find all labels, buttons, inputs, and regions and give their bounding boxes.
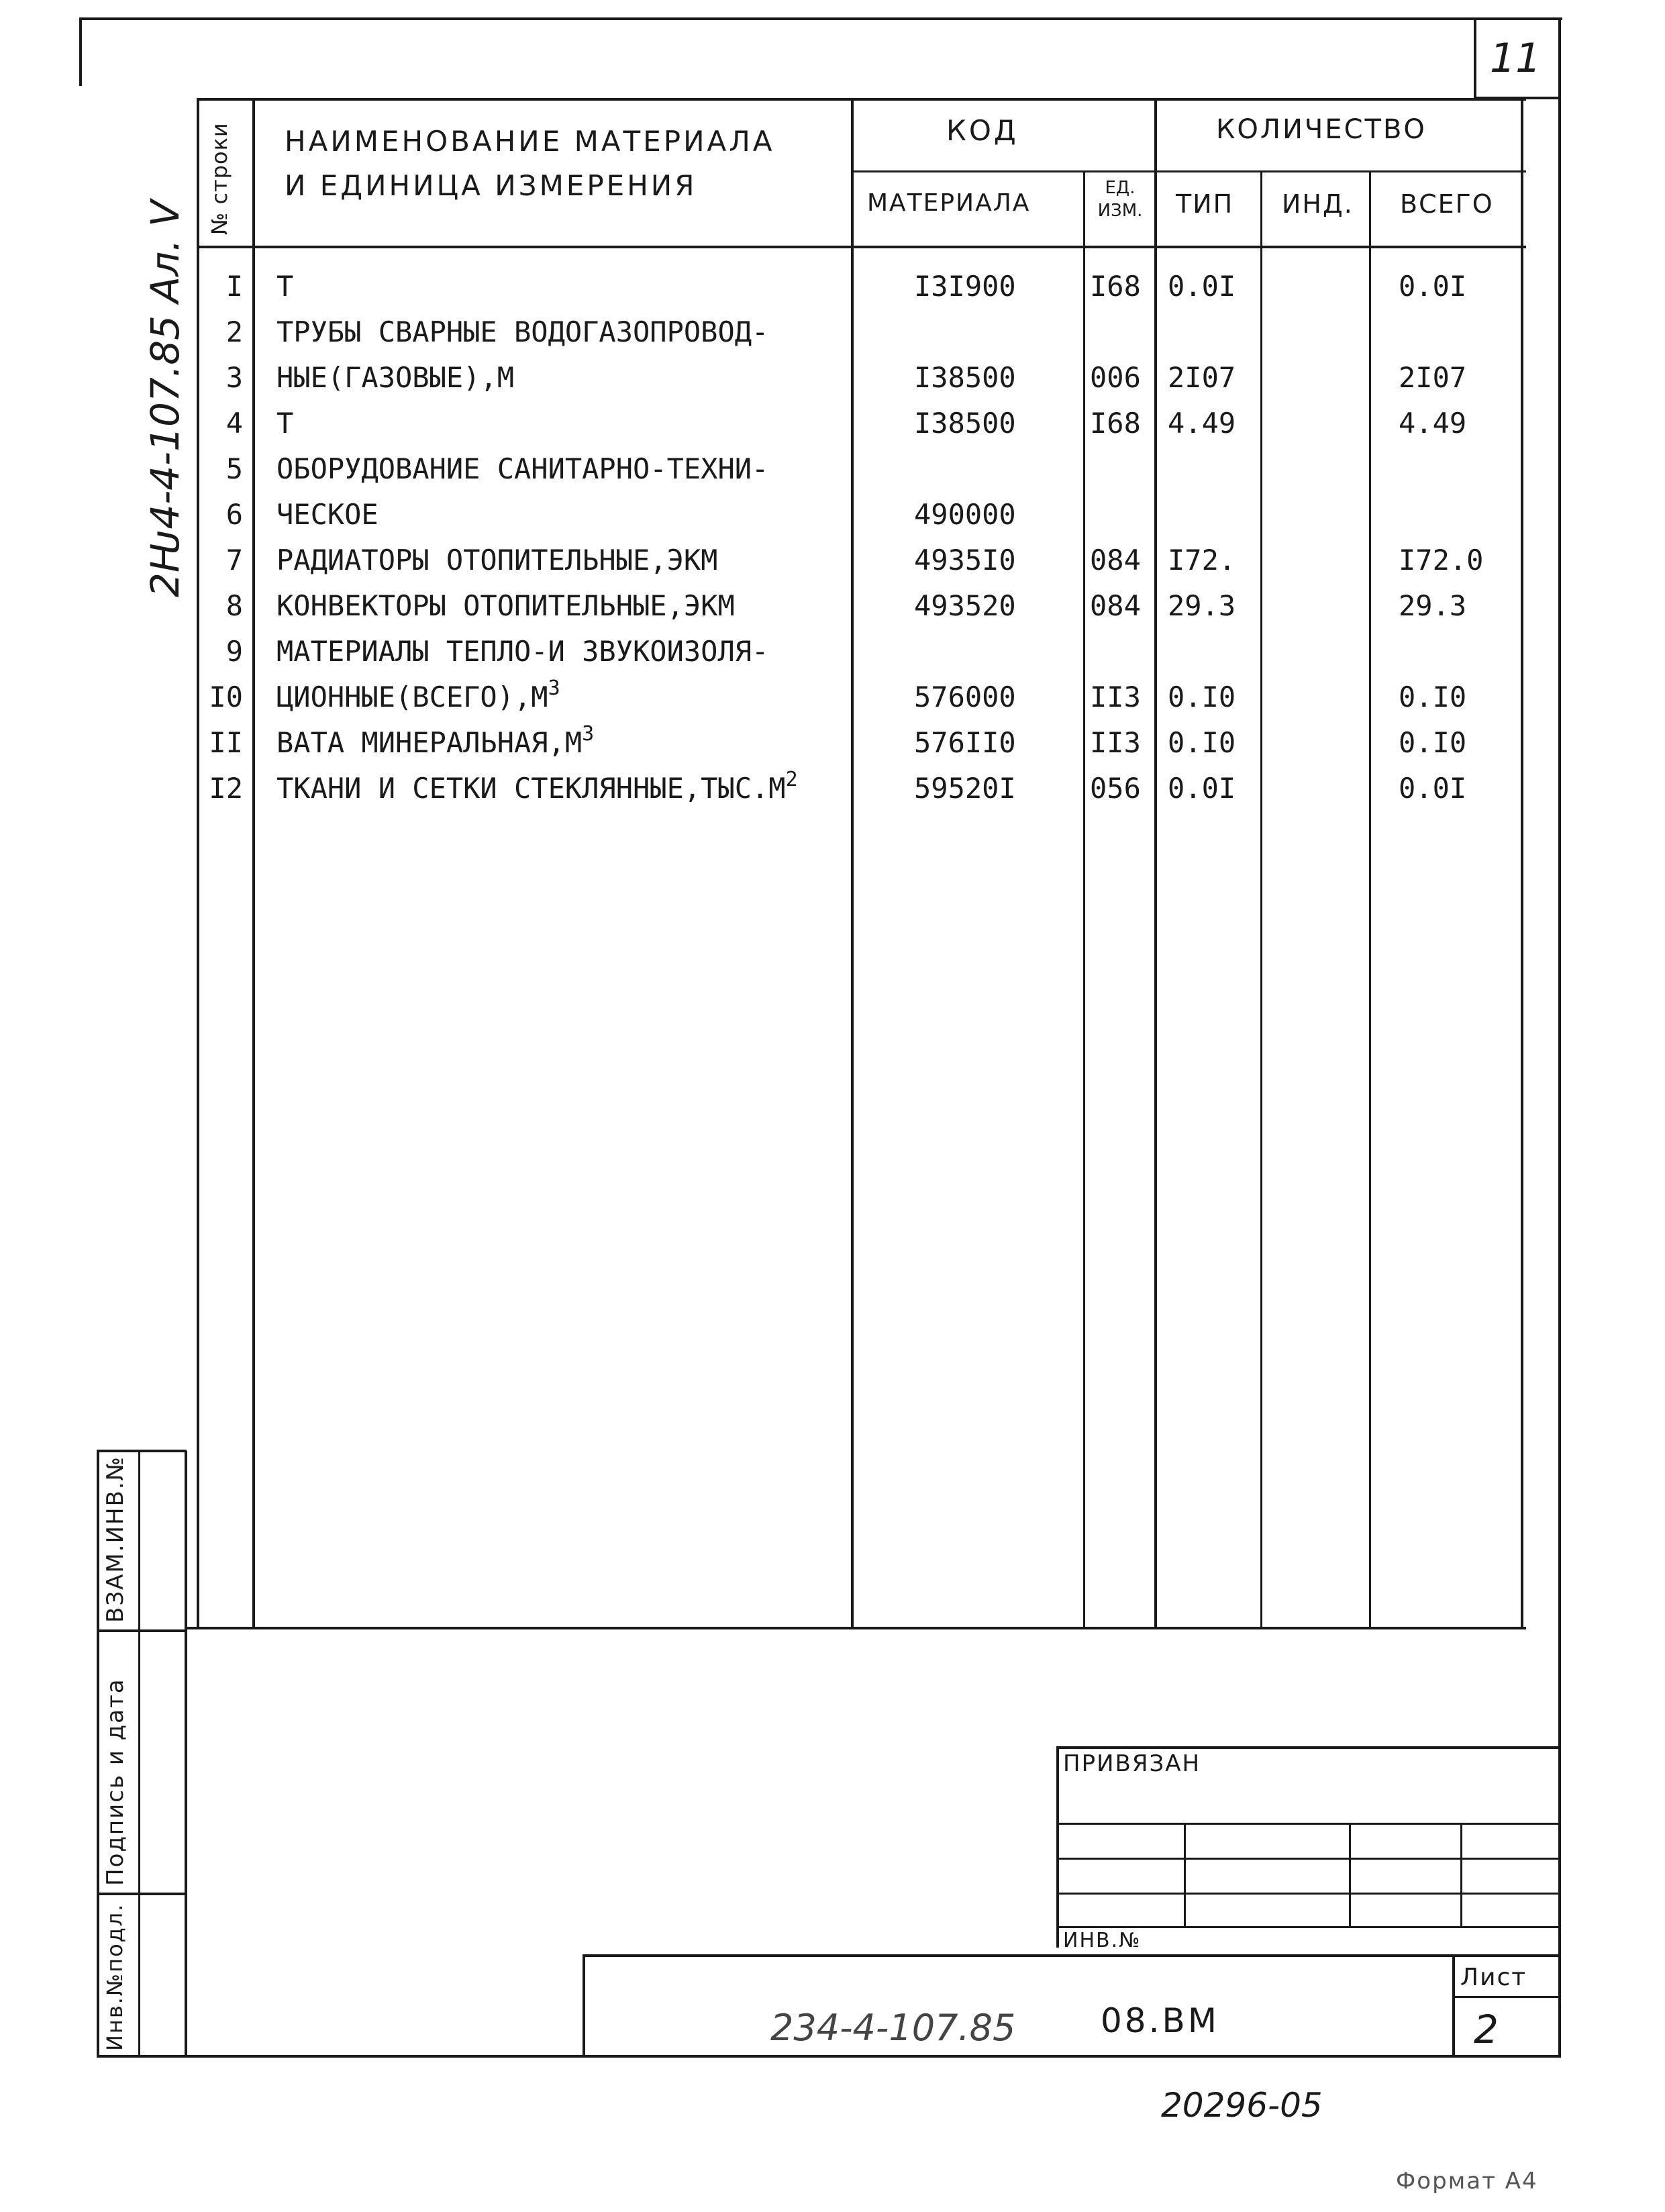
sheet-corner-number: 11 [1490,35,1542,82]
row-number: 5 [225,452,243,485]
col-line-code-qty [1154,98,1157,1628]
row-qty-type: 4.49 [1168,407,1236,440]
row-name [276,264,293,309]
outer-frame-right [1558,17,1561,2058]
stamp-cell-signature: Подпись и дата [102,1678,129,1886]
col-line-rownum [252,98,255,1628]
row-qty-type: 0.I0 [1168,726,1236,759]
row-name-superscript: 3 [582,722,595,746]
stamp-line-2 [97,1629,187,1632]
row-name [276,493,379,537]
row-name [276,538,717,583]
tb-document-code: 08.ВМ [1101,2001,1219,2040]
row-qty-total: 4.49 [1399,407,1467,440]
row-number: II [209,726,243,759]
row-material-code: 576000 [914,681,1016,713]
row-qty-total: I72.0 [1399,544,1484,576]
row-unit-code: II3 [1090,681,1141,713]
row-unit-code: 006 [1090,361,1141,394]
row-material-code: 4935I0 [914,544,1016,576]
row-name [276,630,768,674]
row-number: I0 [209,681,243,713]
tb-document-number: 234-4-107.85 [770,2007,1016,2049]
row-unit-code: 084 [1090,589,1141,622]
col-line-code-unit [1083,170,1085,1628]
row-name [276,401,293,446]
tb-sheet-left [1452,1954,1455,2056]
row-qty-total: 0.I0 [1399,681,1467,713]
row-name [276,675,560,719]
row-qty-type: 0.0I [1168,772,1236,805]
row-name-text: ТКАНИ И СЕТКИ СТЕКЛЯННЫЕ,ТЫС.М [276,772,786,805]
table-bottom-line [185,1627,1526,1629]
row-material-code: 490000 [914,498,1016,531]
row-name-text: ЦИОННЫЕ(ВСЕГО),М [276,681,548,713]
row-material-code: 493520 [914,589,1016,622]
margin-document-note: 2Ԋ4-4-107.85 Ал. V [142,200,188,597]
tb-inventory-label: ИНВ.№ [1063,1929,1142,1952]
row-name-text: НЫЕ(ГАЗОВЫЕ),М [276,361,515,394]
tb-attached-label: ПРИВЯЗАН [1063,1750,1201,1777]
row-qty-type: 0.I0 [1168,681,1236,713]
header-quantity: КОЛИЧЕСТВО [1216,114,1427,145]
row-unit-code: 056 [1090,772,1141,805]
row-number: 8 [225,589,243,622]
row-number: 3 [225,361,243,394]
tb-line-3 [1056,1893,1560,1895]
row-number: 7 [225,544,243,576]
row-name-superscript: 3 [548,676,560,700]
col-line-type-ind [1260,170,1262,1628]
row-unit-code: 084 [1090,544,1141,576]
row-number: 6 [225,498,243,531]
stamp-bottom-line [97,2055,1560,2058]
format-label: Формат А4 [1396,2168,1538,2195]
tb-line-4 [1056,1926,1560,1928]
row-name [276,584,735,628]
row-qty-total: 29.3 [1399,589,1467,622]
outer-frame-top [79,17,1562,20]
col-line-right [1521,98,1523,1628]
tb-grid-col-1 [1184,1823,1186,1926]
tb-main-left [583,1954,585,2056]
outer-frame-left [79,19,82,86]
row-name-superscript: 2 [785,768,798,791]
row-name-text: КОНВЕКТОРЫ ОТОПИТЕЛЬНЫЕ,ЭКМ [276,589,735,622]
row-qty-total: 0.0I [1399,270,1467,303]
footer-inventory-number: 20296-05 [1161,2086,1323,2125]
corner-box-left [1474,17,1476,98]
row-name-text: ТРУБЫ СВАРНЫЕ ВОДОГАЗОПРОВОД- [276,315,769,348]
row-material-code: I38500 [914,407,1016,440]
header-bottom-line [197,246,1526,248]
row-number: 2 [225,315,243,348]
stamp-cell-replacement: ВЗАМ.ИНВ.№ [102,1455,129,1623]
row-name-text: МАТЕРИАЛЫ ТЕПЛО-И ЗВУКОИЗОЛЯ- [276,635,769,668]
header-code: КОД [946,114,1019,147]
tb-attached-top [1056,1746,1560,1749]
row-name [276,447,768,491]
row-qty-type: 0.0I [1168,270,1236,303]
row-unit-code: II3 [1090,726,1141,759]
row-name [276,310,768,354]
row-name-text: ОБОРУДОВАНИЕ САНИТАРНО-ТЕХНИ- [276,452,769,485]
header-name-line2: И ЕДИНИЦА ИЗМЕРЕНИЯ [285,169,697,202]
row-number: 4 [225,407,243,440]
tb-sheet-label: Лист [1460,1964,1527,1991]
row-unit-code: I68 [1090,407,1141,440]
col-line-name [851,98,854,1628]
row-qty-total: 2I07 [1399,361,1467,394]
header-qty-total: ВСЕГО [1400,189,1494,219]
stamp-mid-line [138,1451,140,2056]
header-code-unit-line1: ЕД. [1105,178,1136,198]
row-name [276,766,798,811]
header-name-line1: НАИМЕНОВАНИЕ МАТЕРИАЛА [285,125,775,158]
stamp-right-line [185,1451,187,2056]
stamp-cell-inventory: Инв.№подл. [102,1903,128,2051]
row-name [276,721,594,765]
row-material-code: 59520I [914,772,1016,805]
header-row-number: № строки [207,122,232,235]
row-material-code: I3I900 [914,270,1016,303]
row-name-text: ВАТА МИНЕРАЛЬНАЯ,М [276,726,583,759]
stamp-left-line [97,1451,99,2056]
row-number: I [225,270,243,303]
row-unit-code: I68 [1090,270,1141,303]
row-qty-total: 0.0I [1399,772,1467,805]
tb-grid-col-3 [1460,1823,1462,1926]
row-qty-total: 0.I0 [1399,726,1467,759]
stamp-top-line [97,1450,187,1452]
tb-line-2 [1056,1858,1560,1860]
tb-line-1 [1056,1823,1560,1825]
table-top-line [197,98,1526,101]
header-sub-line [852,170,1526,172]
row-name-text: РАДИАТОРЫ ОТОПИТЕЛЬНЫЕ,ЭКМ [276,544,718,576]
tb-attached-left [1056,1746,1059,1948]
tb-main-top [583,1954,1560,1957]
row-qty-type: 29.3 [1168,589,1236,622]
tb-grid-col-2 [1349,1823,1351,1926]
row-name-text: ЧЕСКОЕ [276,498,379,531]
col-line-ind-total [1369,170,1371,1628]
header-code-unit-line2: ИЗМ. [1097,201,1143,221]
row-name [276,356,514,400]
row-qty-type: I72. [1168,544,1236,576]
row-qty-type: 2I07 [1168,361,1236,394]
header-qty-ind: ИНД. [1282,189,1354,219]
header-qty-type: ТИП [1176,189,1234,219]
row-name-text: Т [276,407,294,440]
tb-sheet-value: 2 [1474,2007,1499,2052]
stamp-line-3 [97,1893,187,1895]
row-name-text: Т [276,270,294,303]
row-material-code: I38500 [914,361,1016,394]
row-number: I2 [209,772,243,805]
row-number: 9 [225,635,243,668]
row-material-code: 576II0 [914,726,1016,759]
header-code-material: МАТЕРИАЛА [867,189,1031,217]
tb-sheet-mid [1452,1996,1560,1998]
